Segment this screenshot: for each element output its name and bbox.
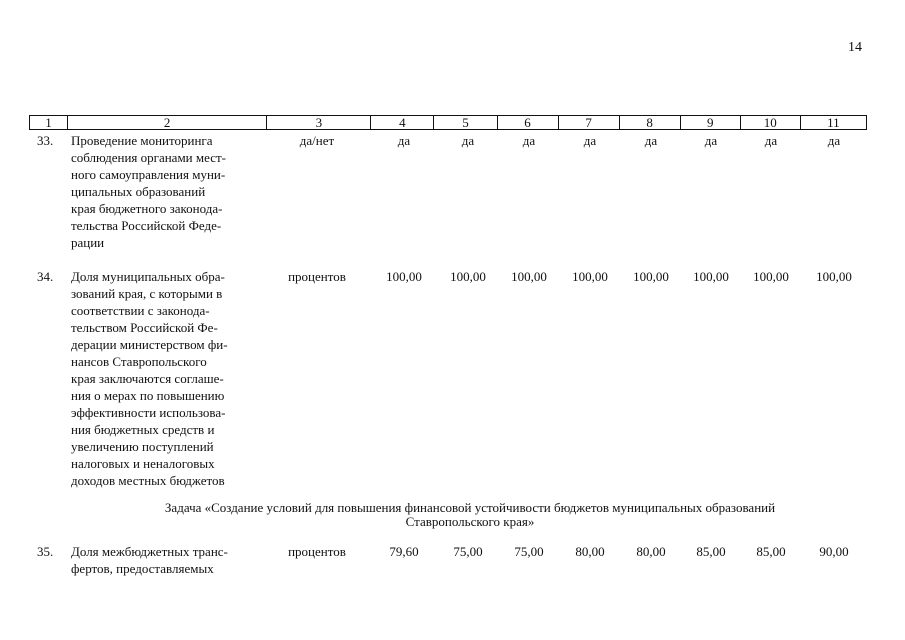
description-line: тельством Российской Фе-	[71, 320, 218, 335]
row-value: 85,00	[756, 544, 786, 559]
description-line: Доля межбюджетных транс-	[71, 544, 228, 559]
description-line: тельства Российской Феде-	[71, 218, 222, 233]
column-header: 4	[371, 116, 434, 130]
row-value: 100,00	[633, 269, 669, 284]
row-number: 33.	[37, 133, 54, 148]
row-value: 80,00	[575, 544, 605, 559]
column-header: 7	[558, 116, 619, 130]
row-value: 100,00	[511, 269, 547, 284]
description-line: нансов Ставропольского	[71, 354, 207, 369]
description-line: соответствии с законода-	[71, 303, 210, 318]
row-value: 80,00	[636, 544, 666, 559]
row-value: 75,00	[453, 544, 483, 559]
description-line: ния бюджетных средств и	[71, 422, 215, 437]
row-value: да	[644, 133, 658, 148]
description-line: края бюджетного законода-	[71, 201, 223, 216]
column-header: 9	[680, 116, 740, 130]
row-value: 100,00	[816, 269, 852, 284]
row-value: 100,00	[693, 269, 729, 284]
row-number: 34.	[37, 269, 54, 284]
description-line: налоговых и неналоговых	[71, 456, 215, 471]
row-value: 100,00	[753, 269, 789, 284]
row-unit: процентов	[288, 544, 346, 559]
column-header: 8	[619, 116, 680, 130]
row-unit: процентов	[288, 269, 346, 284]
column-header: 10	[740, 116, 800, 130]
row-value: 79,60	[389, 544, 419, 559]
task-heading	[100, 501, 840, 529]
row-description	[71, 543, 259, 577]
row-value: 75,00	[514, 544, 544, 559]
column-header: 11	[800, 116, 866, 130]
row-value: да	[522, 133, 536, 148]
column-header: 3	[267, 116, 371, 130]
description-line: ного самоуправления муни-	[71, 167, 226, 182]
row-unit: да/нет	[299, 133, 335, 148]
description-line: дерации министерством фи-	[71, 337, 228, 352]
description-line: края заключаются соглаше-	[71, 371, 224, 386]
row-description	[71, 268, 259, 489]
task-heading-line: Задача «Создание условий для повышения финансовой устойчивости бюджетов муниципальных образований	[164, 500, 776, 515]
task-heading-line: Ставропольского края»	[405, 514, 535, 529]
row-value: да	[827, 133, 841, 148]
description-line: рации	[71, 235, 105, 250]
row-value: да	[397, 133, 411, 148]
column-number-header	[29, 115, 867, 130]
column-header: 5	[434, 116, 497, 130]
description-line: соблюдения органами мест-	[71, 150, 226, 165]
description-line: Доля муниципальных обра-	[71, 269, 225, 284]
description-line: фертов, предоставляемых	[71, 561, 214, 576]
row-value: да	[704, 133, 718, 148]
row-description	[71, 132, 259, 251]
description-line: ципальных образований	[71, 184, 206, 199]
description-line: доходов местных бюджетов	[71, 473, 225, 488]
row-value: да	[764, 133, 778, 148]
description-line: ния о мерах по повышению	[71, 388, 225, 403]
description-line: эффективности использова-	[71, 405, 226, 420]
description-line: зований края, с которыми в	[71, 286, 223, 301]
row-value: да	[461, 133, 475, 148]
row-value: 90,00	[819, 544, 849, 559]
column-header: 1	[30, 116, 68, 130]
row-value: 100,00	[572, 269, 608, 284]
description-line: увеличению поступлений	[71, 439, 214, 454]
description-line: Проведение мониторинга	[71, 133, 213, 148]
row-value: 100,00	[450, 269, 486, 284]
row-value: да	[583, 133, 597, 148]
row-value: 85,00	[696, 544, 726, 559]
row-number: 35.	[37, 544, 54, 559]
column-header: 2	[68, 116, 267, 130]
column-header: 6	[497, 116, 558, 130]
page-number: 14	[848, 40, 862, 55]
row-value: 100,00	[386, 269, 422, 284]
